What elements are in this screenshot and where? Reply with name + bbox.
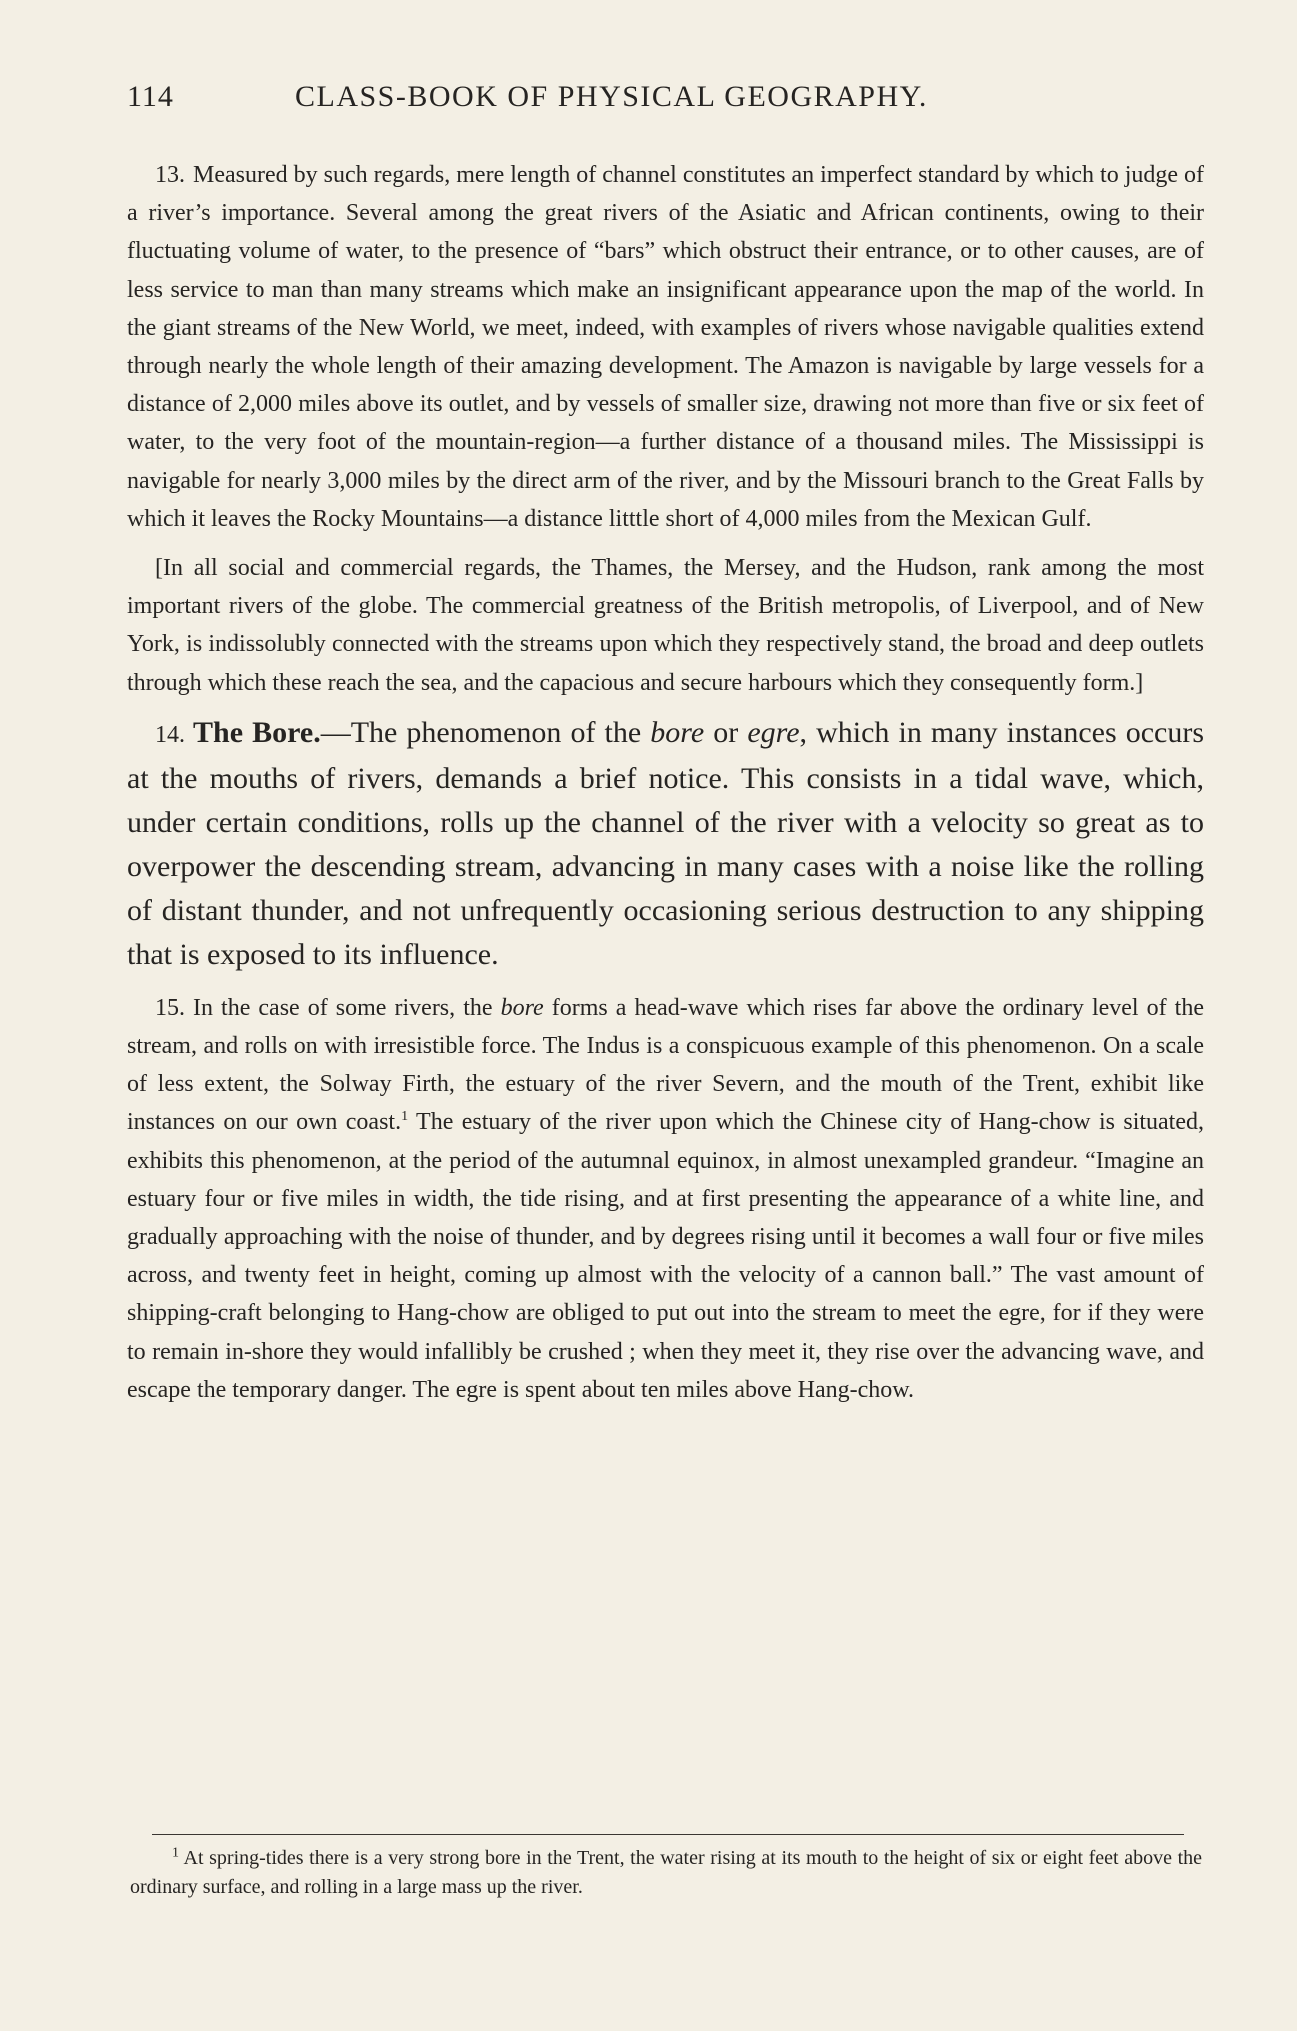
section-number: 13. [155,162,185,188]
footnote-divider [152,1834,1184,1835]
bracketed-paragraph: [In all social and commercial regards, the Thames, the Mersey, and the Hudson, rank among the most important rivers of the globe. The commercial greatness of the British metropolis, of Liverpool, and of New York, is indissolubly connected with the streams upon which they respectively stand, the broad and deep outlets through which these reach the sea, and the capacious and secure harbours which they consequently form.] [127,555,1204,696]
section-text: The estuary of the river upon which the Chinese city of Hang-chow is situated, exhibits this phenomenon, at the period of the autumnal equinox, in almost unexampled grandeur. “Imagine an estuary four or five miles in width, the tide rising, and at first presenting the appearance of a white line, and gradually approaching with the noise of thunder, and by degrees rising until it becomes a wall four or five miles across, and twenty feet in height, coming up almost with the velocity of a cannon ball.” The vast amount of shipping-craft belonging to Hang-chow are obliged to put out into the stream to meet the egre, for if they were to remain in-shore they would infallibly be crushed ; when they meet it, they rise over the advancing wave, and escape the temporary danger. The egre is spent about ten miles above Hang-chow. [127,1109,1205,1403]
section-text: —The phenomenon of the [320,715,651,749]
section-text: forms a head-wave which rises far above the ordinary level of the stream, and rolls on with irresistible force. The Indus is a conspicuous example of this phenomenon. On a scale of less extent, the Solway Firth, the estuary of the river Severn, and the mouth of the Trent, exhibit like instances on our own coast. [127,994,1204,1136]
section-text: , which in many instances occurs at the mouths of rivers, demands a brief notice. This consists in a tidal wave, which, under certain conditions, rolls up the channel of the river with a velocity so great as to overpower the descending stream, advancing in many cases with a noise like the rolling of distant thunder, and not unfrequently occasioning serious destruction to any shipping that is exposed to its influence. [127,715,1205,971]
section-number: 14. [155,721,185,748]
section-text: Measured by such regards, mere length of channel constitutes an imperfect standard by which to judge of a river’s importance. Several among the great rivers of the Asiatic and African continents, owing to their fluctuating volume of water, to the presence of “bars” which obstruct their entrance, or to other causes, are of less service to man than many streams which make an insignificant appearance upon the map of the world. In the giant streams of the New World, we meet, indeed, with examples of rivers whose navigable qualities extend through nearly the whole length of their amazing development. The Amazon is navigable by large vessels for a distance of 2,000 miles above its outlet, and by vessels of smaller size, drawing not more than five or six feet of water, to the very foot of the mountain-region—a further distance of a thousand miles. The Mississippi is navigable for nearly 3,000 miles by the direct arm of the river, and by the Missouri branch to the Great Falls by which it leaves the Rocky Mountains—a distance litttle short of 4,000 miles from the Mexican Gulf. [127,162,1205,532]
page-number: 114 [127,80,174,113]
running-title: CLASS-BOOK OF PHYSICAL GEOGRAPHY. [295,80,928,113]
footnote-text: At spring-tides there is a very strong bore in the Trent, the water rising at its mouth to the height of six or eight feet above the ordinary surface, and rolling in a large mass up the river. [130,1847,1202,1898]
section-13-paragraph [127,156,1204,538]
section-number: 15. [155,994,185,1021]
italic-term: egre [747,715,800,749]
footnote [130,1844,1202,1902]
footnote-reference[interactable]: 1 [401,1109,409,1125]
section-text: or [704,715,748,749]
section-15-paragraph [127,989,1204,1409]
footnote-marker: 1 [172,1845,179,1861]
section-text: In the case of some rivers, the [193,994,501,1021]
italic-term: bore [500,994,544,1021]
body-text [127,156,1204,1409]
section-14-paragraph [127,711,1204,977]
italic-term: bore [650,715,705,749]
section-title: The Bore. [193,715,321,749]
page-header [127,80,1210,124]
